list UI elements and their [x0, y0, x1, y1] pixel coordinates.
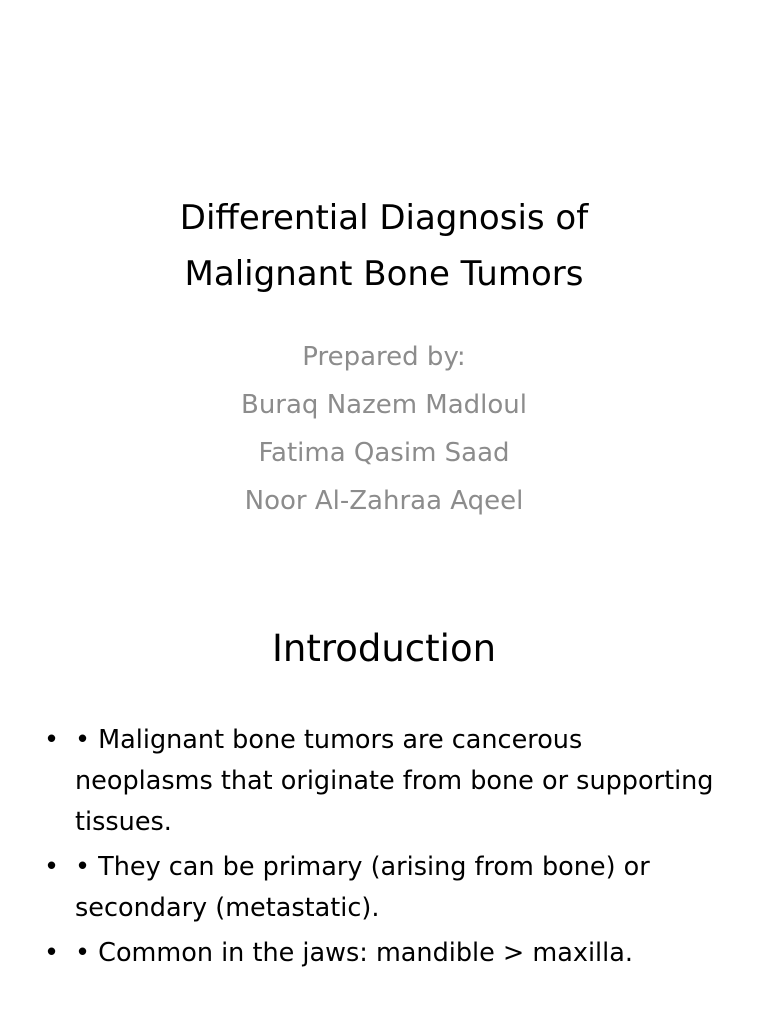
- prepared-by-label: Prepared by:: [302, 342, 466, 372]
- introduction-slide: [0, 576, 768, 1024]
- slide-title-line-2: Malignant Bone Tumors: [184, 254, 584, 294]
- list-item: [0, 720, 768, 843]
- bullet-marker: •: [44, 938, 60, 968]
- list-item: [0, 933, 768, 974]
- slide-title: [0, 190, 768, 302]
- slide-title-line-1: Differential Diagnosis of: [179, 198, 589, 238]
- list-item: [0, 847, 768, 929]
- bullet-text: • Malignant bone tumors are cancerous neoplasms that originate from bone or supporting tissues.: [75, 725, 714, 837]
- bullet-text: • Common in the jaws: mandible > maxilla.: [75, 938, 633, 968]
- bullet-marker: •: [44, 852, 60, 882]
- author-name: Buraq Nazem Madloul: [240, 390, 528, 420]
- bullet-marker: •: [44, 725, 60, 755]
- slide-subtitle: [0, 333, 768, 525]
- bullet-list: [0, 720, 768, 978]
- author-name: Fatima Qasim Saad: [258, 438, 510, 468]
- bullet-text: • They can be primary (arising from bone) or secondary (metastatic).: [75, 852, 650, 923]
- author-name: Noor Al-Zahraa Aqeel: [244, 486, 524, 516]
- introduction-heading: Introduction: [271, 627, 497, 670]
